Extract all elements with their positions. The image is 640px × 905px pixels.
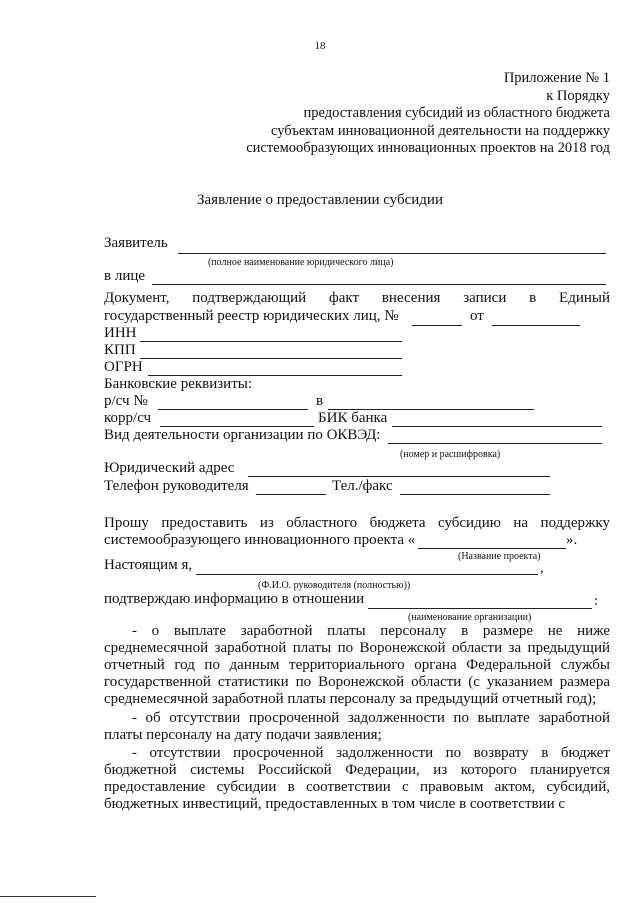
i-label: Настоящим я, (104, 557, 193, 573)
account-field-line[interactable] (158, 409, 308, 410)
document-number-line[interactable] (412, 325, 462, 326)
appendix-line: субъектам инновационной деятельности на поддержку (271, 122, 610, 139)
request-line2: системообразующего инновационного проекта « (104, 532, 416, 548)
page-number: 18 (314, 40, 326, 52)
person-field-line[interactable] (152, 284, 606, 285)
appendix-line: предоставления субсидий из областного бюджета (303, 105, 610, 121)
request-close-quote: ». (566, 532, 578, 548)
ogrn-label: ОГРН (104, 359, 143, 375)
paragraph-text: - отсутствии просроченной задолженности по возврату в бюджет бюджетной системы Российской Федерации, из которого планируется предоставление субсидии в соответствии с правовым актом, субсидий, бюджетных инвестиций, предоставленных в том числе в соответствии с (104, 745, 610, 812)
appendix-line: системообразующих инновационных проектов на 2018 год (246, 140, 610, 156)
inn-label: ИНН (104, 325, 137, 341)
okved-label: Вид деятельности организации по ОКВЭД: (104, 427, 381, 443)
org-caption: (наименование организации) (408, 612, 532, 623)
address-label: Юридический адрес (104, 460, 235, 476)
kpp-field-line[interactable] (140, 358, 402, 359)
fax-label: Тел./факс (332, 478, 393, 494)
i-comma: , (540, 560, 544, 576)
project-caption: (Название проекта) (458, 551, 541, 562)
paragraph-text: - об отсутствии просроченной задолженности по выплате заработной платы персоналу на дату подачи заявления; (104, 710, 610, 743)
bik-field-line[interactable] (392, 426, 602, 427)
confirm-colon: : (594, 593, 599, 609)
fax-field-line[interactable] (400, 494, 550, 495)
applicant-caption: (полное наименование юридического лица) (208, 257, 394, 268)
corr-label: корр/сч (104, 410, 152, 426)
head-caption: (Ф.И.О. руководителя (полностью)) (258, 580, 411, 591)
paragraph-wages (104, 623, 610, 708)
document-title: Заявление о предоставлении субсидии (197, 192, 443, 208)
paragraph-budget-debt (104, 745, 610, 813)
document-label-line2: государственный реестр юридических лиц, № (104, 308, 399, 324)
bik-label: БИК банка (318, 410, 388, 426)
applicant-field-line[interactable] (178, 253, 606, 254)
org-name-line[interactable] (368, 608, 592, 609)
bank-label: Банковские реквизиты: (104, 376, 253, 392)
footnote-separator (0, 896, 96, 897)
kpp-label: КПП (104, 342, 136, 358)
head-name-line[interactable] (196, 574, 538, 575)
okved-caption: (номер и расшифровка) (400, 449, 501, 460)
document-date-label: от (470, 308, 484, 324)
phone-field-line[interactable] (256, 494, 326, 495)
document-label-line1: Документ, подтверждающий факт внесения записи в Единый (104, 290, 610, 306)
appendix-line: Приложение № 1 (503, 70, 610, 86)
project-name-line[interactable] (418, 548, 566, 549)
appendix-header (246, 70, 610, 158)
person-label: в лице (104, 268, 146, 284)
request-line1: Прошу предоставить из областного бюджета субсидию на поддержку (104, 515, 610, 531)
phone-label: Телефон руководителя (104, 478, 249, 494)
address-field-line[interactable] (248, 476, 550, 477)
okved-field-line[interactable] (388, 443, 602, 444)
paragraph-text: - о выплате заработной платы персоналу в размере не ниже среднемесячной заработной платы по Воронежской области за предыдущий отчетный год по данным территориального органа Федеральной службы государственной статистики по Воронежской области (с указанием размера среднемесячной заработной платы персоналу за предыдущий отчетный год); (104, 623, 610, 707)
document-date-line[interactable] (492, 325, 580, 326)
inn-field-line[interactable] (140, 341, 402, 342)
confirm-label: подтверждаю информацию в отношении (104, 591, 365, 607)
account-in-label: в (316, 393, 324, 409)
account-label: р/сч № (104, 393, 148, 409)
appendix-line: к Порядку (546, 87, 610, 104)
applicant-label: Заявитель (104, 235, 168, 251)
paragraph-wage-debt (104, 710, 610, 744)
